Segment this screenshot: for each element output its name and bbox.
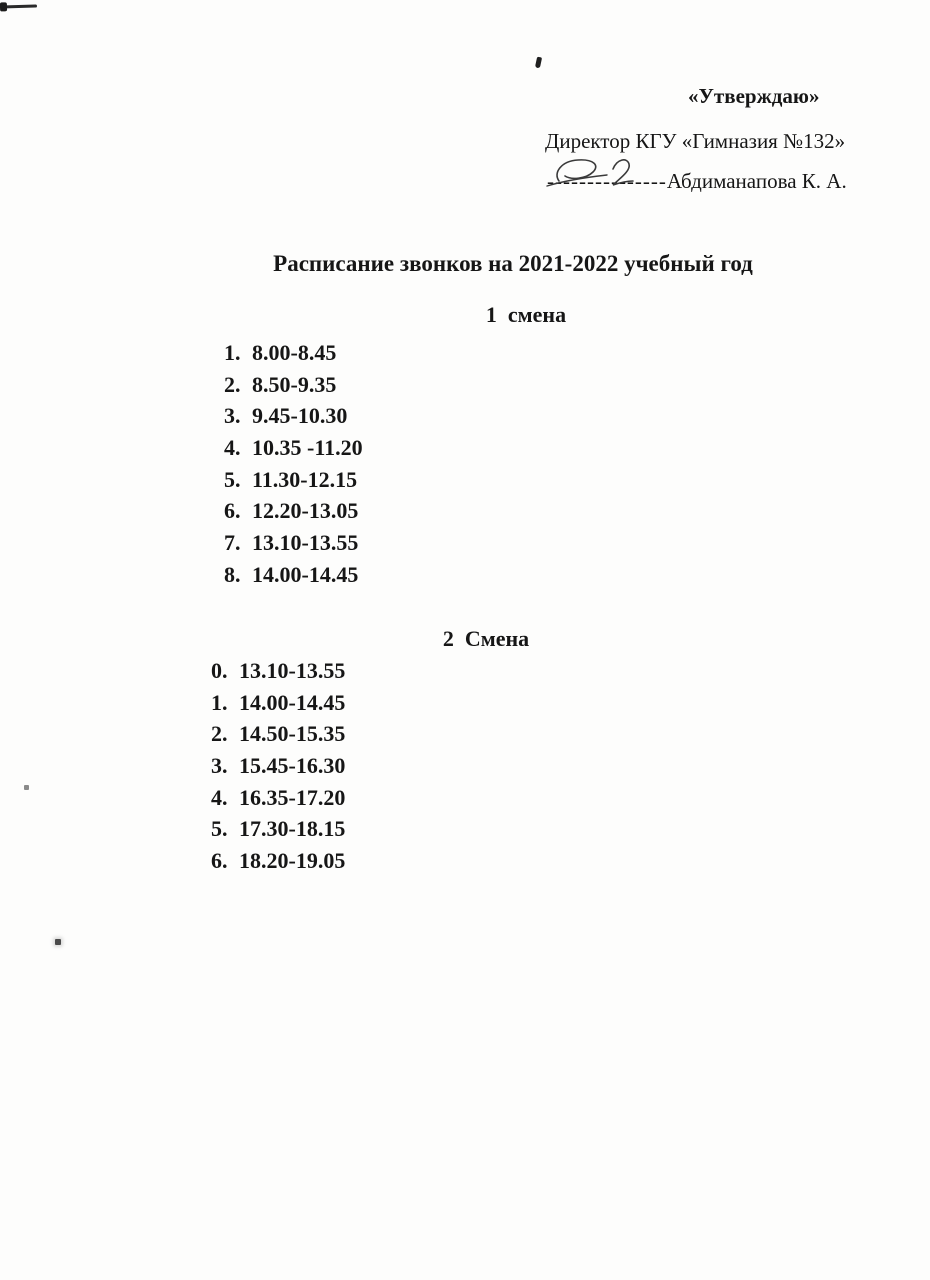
- schedule-row: [224, 527, 363, 559]
- scan-artifact-speck: [24, 785, 29, 790]
- lesson-time: 17.30-18.15: [239, 816, 346, 842]
- lesson-time: 10.35 -11.20: [252, 434, 363, 460]
- lesson-time: 8.50-9.35: [252, 371, 337, 397]
- schedule-row: [224, 559, 363, 591]
- scan-artifact-comma: [535, 57, 542, 69]
- lesson-number: 6.: [211, 847, 228, 873]
- lesson-number: 6.: [224, 498, 241, 524]
- scan-artifact-speck: [55, 939, 61, 945]
- lesson-time: 9.45-10.30: [252, 403, 348, 429]
- schedule-row: [211, 845, 345, 877]
- lesson-number: 8.: [224, 561, 241, 587]
- signature-name: Абдиманапова К. А.: [666, 169, 847, 193]
- lesson-time: 18.20-19.05: [239, 847, 346, 873]
- lesson-number: 5.: [224, 466, 241, 492]
- lesson-time: 8.00-8.45: [252, 339, 337, 365]
- lesson-number: 2.: [224, 371, 241, 397]
- lesson-time: 13.10-13.55: [252, 529, 359, 555]
- shift1-schedule-list: [224, 337, 363, 591]
- schedule-row: [211, 718, 345, 750]
- lesson-number: 1.: [211, 689, 228, 715]
- shift2-schedule-list: [211, 655, 345, 877]
- schedule-row: [211, 750, 345, 782]
- lesson-time: 16.35-17.20: [239, 784, 346, 810]
- schedule-row: [211, 813, 345, 845]
- shift2-heading: 2 Смена: [442, 626, 530, 651]
- shift1-heading: 1 смена: [485, 302, 567, 327]
- schedule-row: [224, 432, 363, 464]
- lesson-number: 4.: [224, 434, 241, 460]
- director-line: Директор КГУ «Гимназия №132»: [545, 129, 846, 153]
- lesson-number: 4.: [211, 784, 228, 810]
- signature-scribble: [545, 153, 670, 198]
- schedule-row: [224, 337, 363, 369]
- lesson-number: 5.: [211, 816, 228, 842]
- approval-label: «Утверждаю»: [688, 84, 820, 108]
- lesson-time: 13.10-13.55: [239, 657, 346, 683]
- schedule-row: [224, 495, 363, 527]
- lesson-time: 11.30-12.15: [252, 466, 358, 492]
- schedule-row: [224, 369, 363, 401]
- lesson-number: 1.: [224, 339, 241, 365]
- lesson-number: 3.: [211, 752, 228, 778]
- scan-artifact-line: [0, 5, 37, 9]
- schedule-row: [224, 464, 363, 496]
- lesson-time: 14.50-15.35: [239, 721, 346, 747]
- lesson-time: 12.20-13.05: [252, 498, 359, 524]
- schedule-row: [211, 655, 345, 687]
- schedule-row: [211, 782, 345, 814]
- lesson-number: 7.: [224, 529, 241, 555]
- lesson-number: 2.: [211, 721, 228, 747]
- signature-dashes: ---------------: [547, 169, 667, 193]
- lesson-time: 14.00-14.45: [239, 689, 346, 715]
- schedule-row: [211, 687, 345, 719]
- lesson-time: 14.00-14.45: [252, 561, 359, 587]
- lesson-number: 0.: [211, 657, 228, 683]
- lesson-number: 3.: [224, 403, 241, 429]
- document-title: Расписание звонков на 2021-2022 учебный год: [273, 251, 753, 276]
- lesson-time: 15.45-16.30: [239, 752, 346, 778]
- schedule-row: [224, 400, 363, 432]
